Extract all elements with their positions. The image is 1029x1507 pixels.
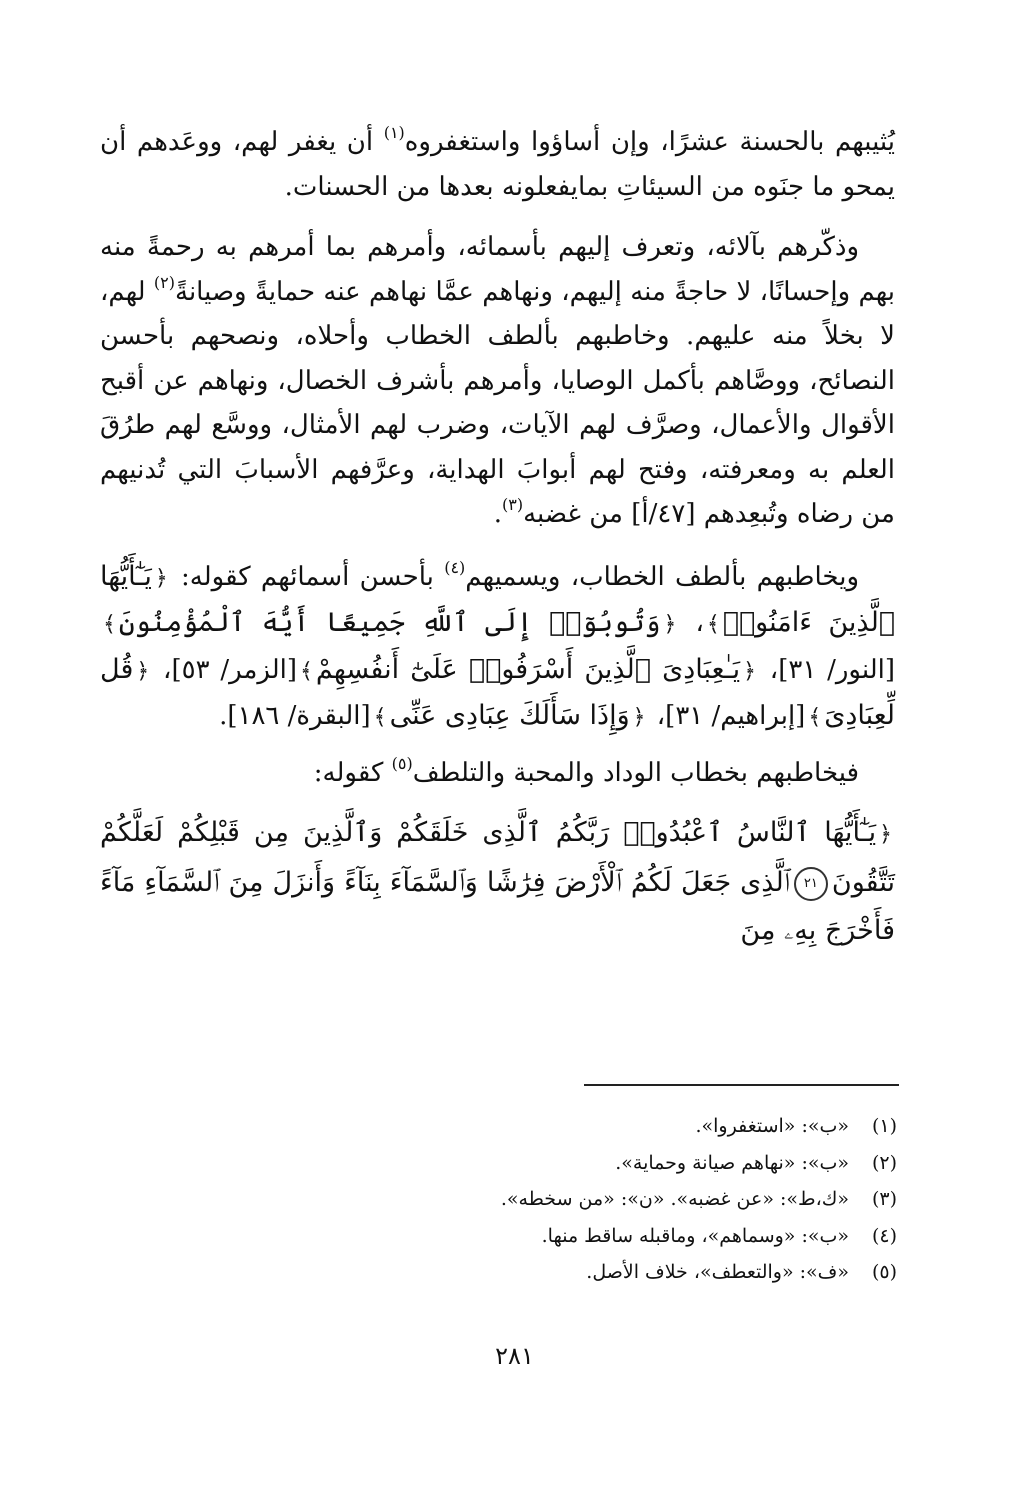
quran-verse-1: يَـٰٓأَيُّهَا ٱلَّذِينَ ءَامَنُوا۟ — [100, 560, 896, 638]
footnote-2 — [257, 1145, 897, 1182]
paragraph-1-text-a: يُثيبهم بالحسنة عشرًا، وإن أساؤوا واستغفروه — [404, 127, 895, 157]
ornate-bracket-open: ﴿ — [879, 822, 892, 847]
footnote-text: «ب»: «وسماهم»، وماقبله ساقط منها. — [541, 1224, 849, 1247]
quran-verse-3: يَـٰعِبَادِىَ ٱلَّذِينَ أَسْرَفُوا۟ عَلَىٰٓ أَنفُسِهِمْ — [315, 653, 741, 685]
quran-verse-5: وَإِذَا سَأَلَكَ عِبَادِى عَنِّى — [389, 700, 630, 731]
footnotes — [257, 1108, 897, 1291]
footnote-text: «ب»: «استغفروا». — [695, 1115, 849, 1137]
footnote-ref-4[interactable]: (٤) — [444, 557, 466, 577]
verse-reference-5: [البقرة/ ١٨٦]. — [219, 701, 371, 731]
ornate-bracket-close: ﴾ — [300, 658, 313, 684]
page-number: ٢٨١ — [495, 1342, 534, 1370]
paragraph-1-text-b: أن يغفر لهم، ووعَدهم أن يمحو ما جنَوه من السيئاتِ بمايفعلونه بعدها من الحسنات. — [100, 127, 895, 202]
footnote-ref-1[interactable]: (١) — [383, 123, 405, 142]
paragraph-3 — [100, 555, 895, 741]
quran-verse-block — [100, 809, 895, 955]
quran-verse-2: وَتُوبُوٓا۟ إِلَى ٱللَّهِ جَمِيعًا أَيُّهَ ٱلْمُؤْمِنُونَ — [118, 607, 661, 638]
quran-verse-line-2: ٱلَّذِى جَعَلَ لَكُمُ ٱلْأَرْضَ فِرَٰشًا وَٱلسَّمَآءَ بِنَآءً وَأَنزَلَ مِنَ ٱلسَّمَآءِ مَآءً فَأَخْرَجَ بِهِۦ مِنَ — [100, 867, 895, 946]
footnote-number: (٤) — [871, 1224, 897, 1247]
quran-verse-line-1: يَـٰٓأَيُّهَا ٱلنَّاسُ ٱعْبُدُوا۟ رَبَّكُمُ ٱلَّذِى خَلَقَكُمْ وَٱلَّذِينَ مِن قَبْلِكُمْ لَعَلَّكُمْ تَتَّقُونَ — [100, 817, 895, 898]
footnote-ref-2[interactable]: (٢) — [153, 272, 175, 292]
ornate-bracket-close: ﴾ — [103, 612, 116, 637]
ornate-bracket-open: ﴿ — [154, 565, 168, 591]
ornate-bracket-open: ﴿ — [136, 658, 150, 684]
footnote-ref-5[interactable]: (٥) — [391, 753, 413, 773]
footnote-divider — [584, 1084, 899, 1086]
paragraph-2-text-b: لهم، لا بخلاً منه عليهم. وخاطبهم بألطف الخطاب وأحلاه، ونصحهم بأحسن النصائح، ووصَّاهم بأكمل الوصايا، وأمرهم بأشرف الخصال، ونهاهم عن أقبح الأقوال والأعمال، وصرَّف لهم الآيات، وضرب لهم الأمثال، ووسَّع لهم طرُقَ العلم به ومعرفته، وفتح لهم أبوابَ الهداية، وعرَّفهم الأسبابَ التي تُدنيهم من رضاه وتُبعِدهم [٤٧/أ] من غضبه — [100, 276, 895, 529]
footnote-number: (٥) — [871, 1261, 897, 1283]
footnote-3 — [257, 1181, 897, 1218]
footnote-text: «ب»: «نهاهم صيانة وحماية». — [615, 1151, 849, 1174]
verse-reference-2: [النور/ ٣١]، — [759, 654, 895, 685]
paragraph-2-text-a: وذكّرهم بآلائه، وتعرف إليهم بأسمائه، وأمرهم بما أمرهم به رحمةً منه بهم وإحسانًا، لا حاجةً منه إليهم، ونهاهم عمَّا نهاهم عنه حمايةً وصيانةً — [100, 232, 895, 307]
separator: ، — [679, 608, 704, 638]
footnote-5 — [257, 1254, 897, 1291]
footnote-4 — [257, 1218, 897, 1255]
footnote-text: «ك،ط»: «عن غضبه». «ن»: «من سخطه». — [500, 1188, 849, 1210]
quran-verse-4: قُل لِّعِبَادِىَ — [100, 653, 895, 731]
verse-reference-4: [إبراهيم/ ٣١]، — [648, 701, 806, 731]
ornate-bracket-open: ﴿ — [743, 658, 756, 684]
footnote-number: (١) — [871, 1115, 897, 1137]
ornate-bracket-close: ﴾ — [373, 705, 387, 730]
paragraph-2-text-c: . — [493, 499, 502, 529]
ayah-number-marker: ٢١ — [794, 867, 828, 901]
footnote-1 — [257, 1108, 897, 1145]
paragraph-3-text-a: ويخاطبهم بألطف الخطاب، ويسميهم — [465, 561, 859, 592]
ornate-bracket-open: ﴿ — [632, 705, 646, 730]
paragraph-4-text-b: كقوله: — [313, 757, 392, 788]
footnote-number: (٢) — [871, 1151, 897, 1174]
paragraph-4-text-a: فيخاطبهم بخطاب الوداد والمحبة والتلطف — [412, 757, 859, 788]
paragraph-1 — [100, 120, 895, 209]
ornate-bracket-close: ﴾ — [706, 612, 720, 637]
ornate-bracket-open: ﴿ — [663, 612, 677, 637]
footnote-number: (٣) — [871, 1188, 897, 1210]
footnote-ref-3[interactable]: (٣) — [501, 495, 524, 514]
verse-reference-3: [الزمر/ ٥٣]، — [152, 654, 298, 685]
footnote-text: «ف»: «والتعطف»، خلاف الأصل. — [586, 1261, 849, 1283]
paragraph-3-text-b: بأحسن أسمائهم كقوله: — [181, 561, 445, 592]
paragraph-4 — [100, 751, 895, 796]
paragraph-2 — [100, 225, 895, 537]
ornate-bracket-close: ﴾ — [808, 705, 822, 730]
